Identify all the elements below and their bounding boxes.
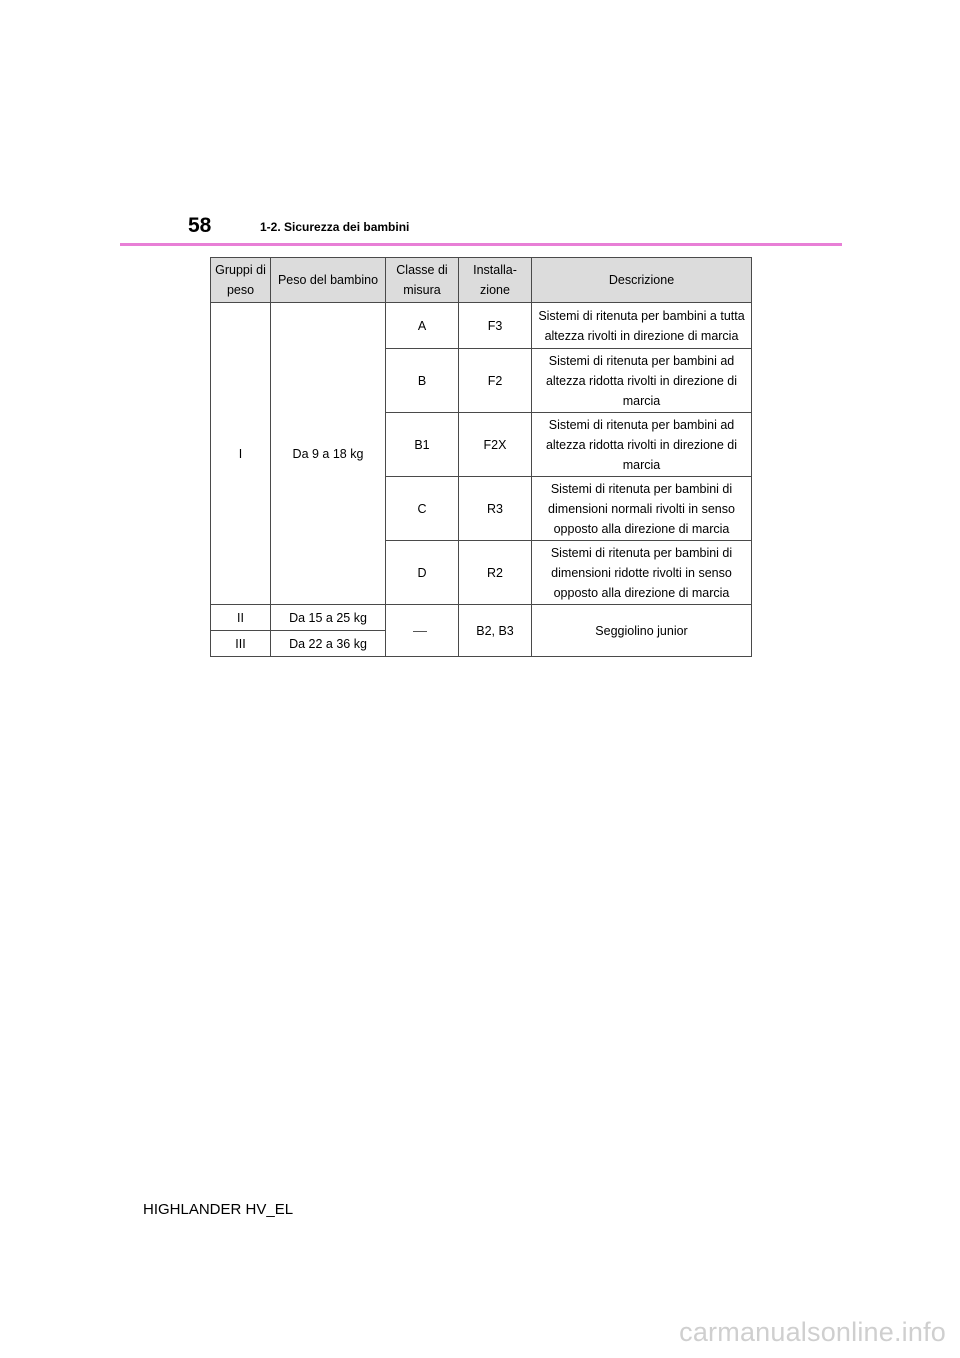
- install-cell: R3: [459, 477, 532, 541]
- description-cell: Sistemi di ritenuta per bambini ad altezza ridotta rivolti in direzione di marcia: [532, 349, 752, 413]
- class-cell: B1: [386, 413, 459, 477]
- weight-groups-table: [210, 257, 752, 657]
- class-cell: C: [386, 477, 459, 541]
- header-classe-di-misura: Classe di misura: [386, 258, 459, 303]
- table-header-row: [211, 258, 752, 303]
- weight-cell: Da 9 a 18 kg: [271, 303, 386, 605]
- class-cell: A: [386, 303, 459, 349]
- dash-mark: [413, 631, 427, 632]
- page-number: 58: [188, 214, 212, 237]
- watermark: carmanualsonline.info: [679, 1317, 946, 1347]
- group-cell: I: [211, 303, 271, 605]
- header-peso-del-bambino: Peso del bambino: [271, 258, 386, 303]
- header-descrizione: Descrizione: [532, 258, 752, 303]
- install-cell: R2: [459, 541, 532, 605]
- group-cell: III: [211, 631, 271, 657]
- install-cell: F3: [459, 303, 532, 349]
- footer-model-name: HIGHLANDER HV_EL: [143, 1201, 294, 1218]
- weight-cell: Da 22 a 36 kg: [271, 631, 386, 657]
- header-rule: [120, 243, 842, 246]
- install-cell: F2X: [459, 413, 532, 477]
- table-row: [211, 303, 752, 349]
- description-cell: Sistemi di ritenuta per bambini di dimensioni normali rivolti in senso opposto alla direzione di marcia: [532, 477, 752, 541]
- description-cell: Seggiolino junior: [532, 605, 752, 657]
- description-cell: Sistemi di ritenuta per bambini a tutta altezza rivolti in direzione di marcia: [532, 303, 752, 349]
- header-gruppi-di-peso: Gruppi di peso: [211, 258, 271, 303]
- class-cell: D: [386, 541, 459, 605]
- class-cell: B: [386, 349, 459, 413]
- install-cell: B2, B3: [459, 605, 532, 657]
- table-row: [211, 605, 752, 631]
- class-cell: [386, 605, 459, 657]
- install-cell: F2: [459, 349, 532, 413]
- description-cell: Sistemi di ritenuta per bambini ad altezza ridotta rivolti in direzione di marcia: [532, 413, 752, 477]
- group-cell: II: [211, 605, 271, 631]
- section-title: 1-2. Sicurezza dei bambini: [260, 220, 410, 234]
- description-cell: Sistemi di ritenuta per bambini di dimensioni ridotte rivolti in senso opposto alla direzione di marcia: [532, 541, 752, 605]
- weight-cell: Da 15 a 25 kg: [271, 605, 386, 631]
- header-installazione: Installa- zione: [459, 258, 532, 303]
